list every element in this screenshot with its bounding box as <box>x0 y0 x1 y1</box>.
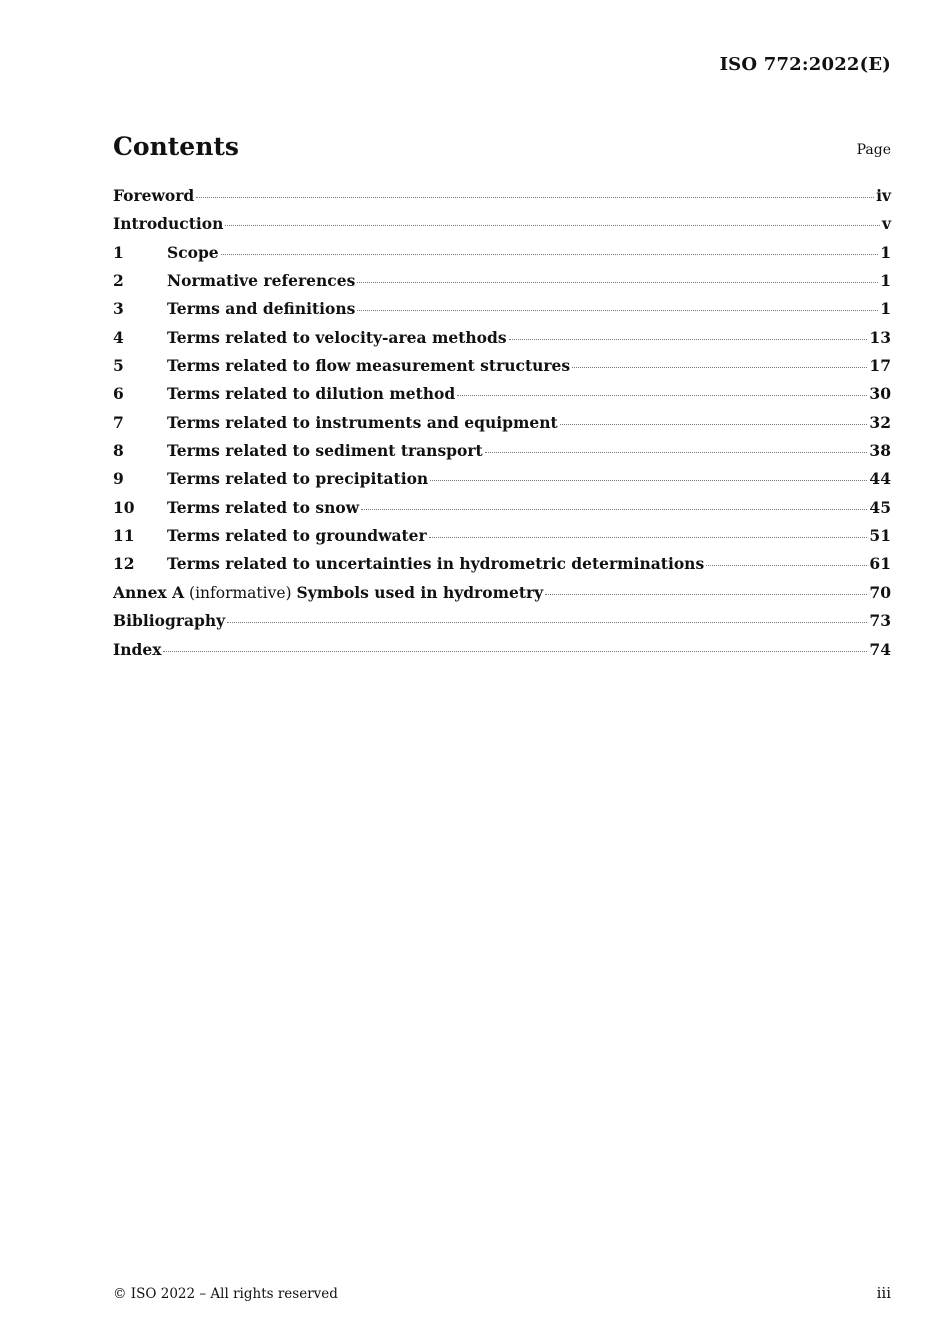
toc-entry-precipitation[interactable] <box>113 468 891 496</box>
toc-entry-annex-a[interactable] <box>113 582 891 610</box>
toc-entry-velocity-area[interactable] <box>113 327 891 355</box>
toc-entry-page: 38 <box>869 441 891 461</box>
toc-entry-page: 1 <box>880 271 891 291</box>
toc-entry-normative-references[interactable] <box>113 270 891 298</box>
toc-entry-foreword[interactable] <box>113 185 891 213</box>
dot-leader <box>545 594 867 595</box>
toc-entry-page: 74 <box>869 639 891 659</box>
dot-leader <box>221 254 879 255</box>
dot-leader <box>560 424 868 425</box>
toc-entry-number: 12 <box>113 554 135 574</box>
toc-entry-number: 5 <box>113 356 124 376</box>
contents-header <box>113 132 891 168</box>
dot-leader <box>429 537 868 538</box>
toc-entry-title[interactable]: Terms related to precipitation <box>167 469 429 489</box>
toc-entry-page: 70 <box>869 582 891 602</box>
toc-entry-title[interactable]: Terms related to sediment transport <box>167 441 483 461</box>
contents-title: Contents <box>113 132 240 161</box>
toc-entry-title[interactable]: Scope <box>167 242 219 262</box>
toc-entry-title[interactable]: Normative references <box>167 271 356 291</box>
toc-entry-page: iv <box>876 186 891 205</box>
toc-entry-dilution[interactable] <box>113 383 891 411</box>
footer-page-number: iii <box>876 1284 891 1302</box>
toc-entry-introduction[interactable] <box>113 213 891 241</box>
toc-entry-number: 1 <box>113 242 124 262</box>
toc-entry-flow-measurement[interactable] <box>113 355 891 383</box>
toc-entry-bibliography[interactable] <box>113 610 891 638</box>
toc-entry-page: 13 <box>869 327 891 347</box>
toc-entry-index[interactable] <box>113 639 891 667</box>
toc-entry-snow[interactable] <box>113 497 891 525</box>
toc-entry-title[interactable]: Introduction <box>113 214 224 234</box>
page-column-label: Page <box>856 142 891 158</box>
toc-entry-number: 3 <box>113 299 124 319</box>
annex-type: (informative) <box>184 583 297 602</box>
toc-entry-page: 73 <box>869 611 891 631</box>
toc-entry-title[interactable]: Foreword <box>113 186 195 205</box>
toc-entry-title[interactable]: Terms related to snow <box>167 497 360 517</box>
dot-leader <box>706 565 867 566</box>
toc-entry-number: 10 <box>113 497 135 517</box>
annex-title: Symbols used in hydrometry <box>296 582 544 602</box>
dot-leader <box>225 225 880 226</box>
toc-entry-title[interactable]: Index <box>113 639 162 659</box>
toc-entry-title[interactable]: Terms related to uncertainties in hydrometric determinations <box>167 554 705 574</box>
toc-entry-number: 9 <box>113 469 124 489</box>
dot-leader <box>509 339 868 340</box>
toc-entry-title[interactable]: Terms related to flow measurement structures <box>167 356 571 376</box>
toc-entry-title[interactable]: Terms related to groundwater <box>167 526 427 546</box>
toc-entry-number: 7 <box>113 412 124 432</box>
toc-entry-number: 8 <box>113 441 124 461</box>
dot-leader <box>163 651 867 652</box>
footer-copyright: © ISO 2022 – All rights reserved <box>113 1286 338 1302</box>
toc-entry-page: 32 <box>869 412 891 432</box>
dot-leader <box>227 622 867 623</box>
document-id: ISO 772:2022(E) <box>719 54 891 75</box>
dot-leader <box>357 282 878 283</box>
dot-leader <box>361 509 867 510</box>
toc-entry-instruments[interactable] <box>113 412 891 440</box>
toc-entry-page: 45 <box>869 497 891 517</box>
dot-leader <box>430 480 867 481</box>
toc-entry-page: 1 <box>880 242 891 262</box>
toc-entry-page: 17 <box>869 356 891 376</box>
toc-entry-page: 61 <box>869 554 891 574</box>
dot-leader <box>457 395 867 396</box>
toc-entry-terms-and-definitions[interactable] <box>113 298 891 326</box>
dot-leader <box>196 197 874 198</box>
dot-leader <box>572 367 867 368</box>
annex-label: Annex A <box>113 582 185 602</box>
toc-entry-page: v <box>881 214 891 234</box>
dot-leader <box>485 452 868 453</box>
toc-entry-number: 6 <box>113 384 124 404</box>
toc-entry-title[interactable]: Terms related to velocity-area methods <box>167 327 507 347</box>
toc-entry-uncertainties[interactable] <box>113 553 891 581</box>
toc-entry-page: 30 <box>869 384 891 404</box>
toc-entry-sediment[interactable] <box>113 440 891 468</box>
toc-entry-number: 2 <box>113 271 124 291</box>
toc-entry-page: 51 <box>869 526 891 546</box>
toc-entry-page: 1 <box>880 299 891 319</box>
toc-entry-number: 11 <box>113 526 135 546</box>
toc-entry-title[interactable]: Bibliography <box>113 611 226 631</box>
toc-entry-number: 4 <box>113 327 124 347</box>
toc-entry-title[interactable]: Terms related to dilution method <box>167 384 456 404</box>
toc-entry-scope[interactable] <box>113 242 891 270</box>
toc-entry-groundwater[interactable] <box>113 525 891 553</box>
toc-entry-title[interactable]: Terms related to instruments and equipment <box>167 412 558 432</box>
table-of-contents <box>113 185 891 667</box>
dot-leader <box>357 310 878 311</box>
toc-entry-title[interactable] <box>113 582 543 604</box>
toc-entry-title[interactable]: Terms and definitions <box>167 299 356 319</box>
toc-entry-page: 44 <box>869 469 891 489</box>
